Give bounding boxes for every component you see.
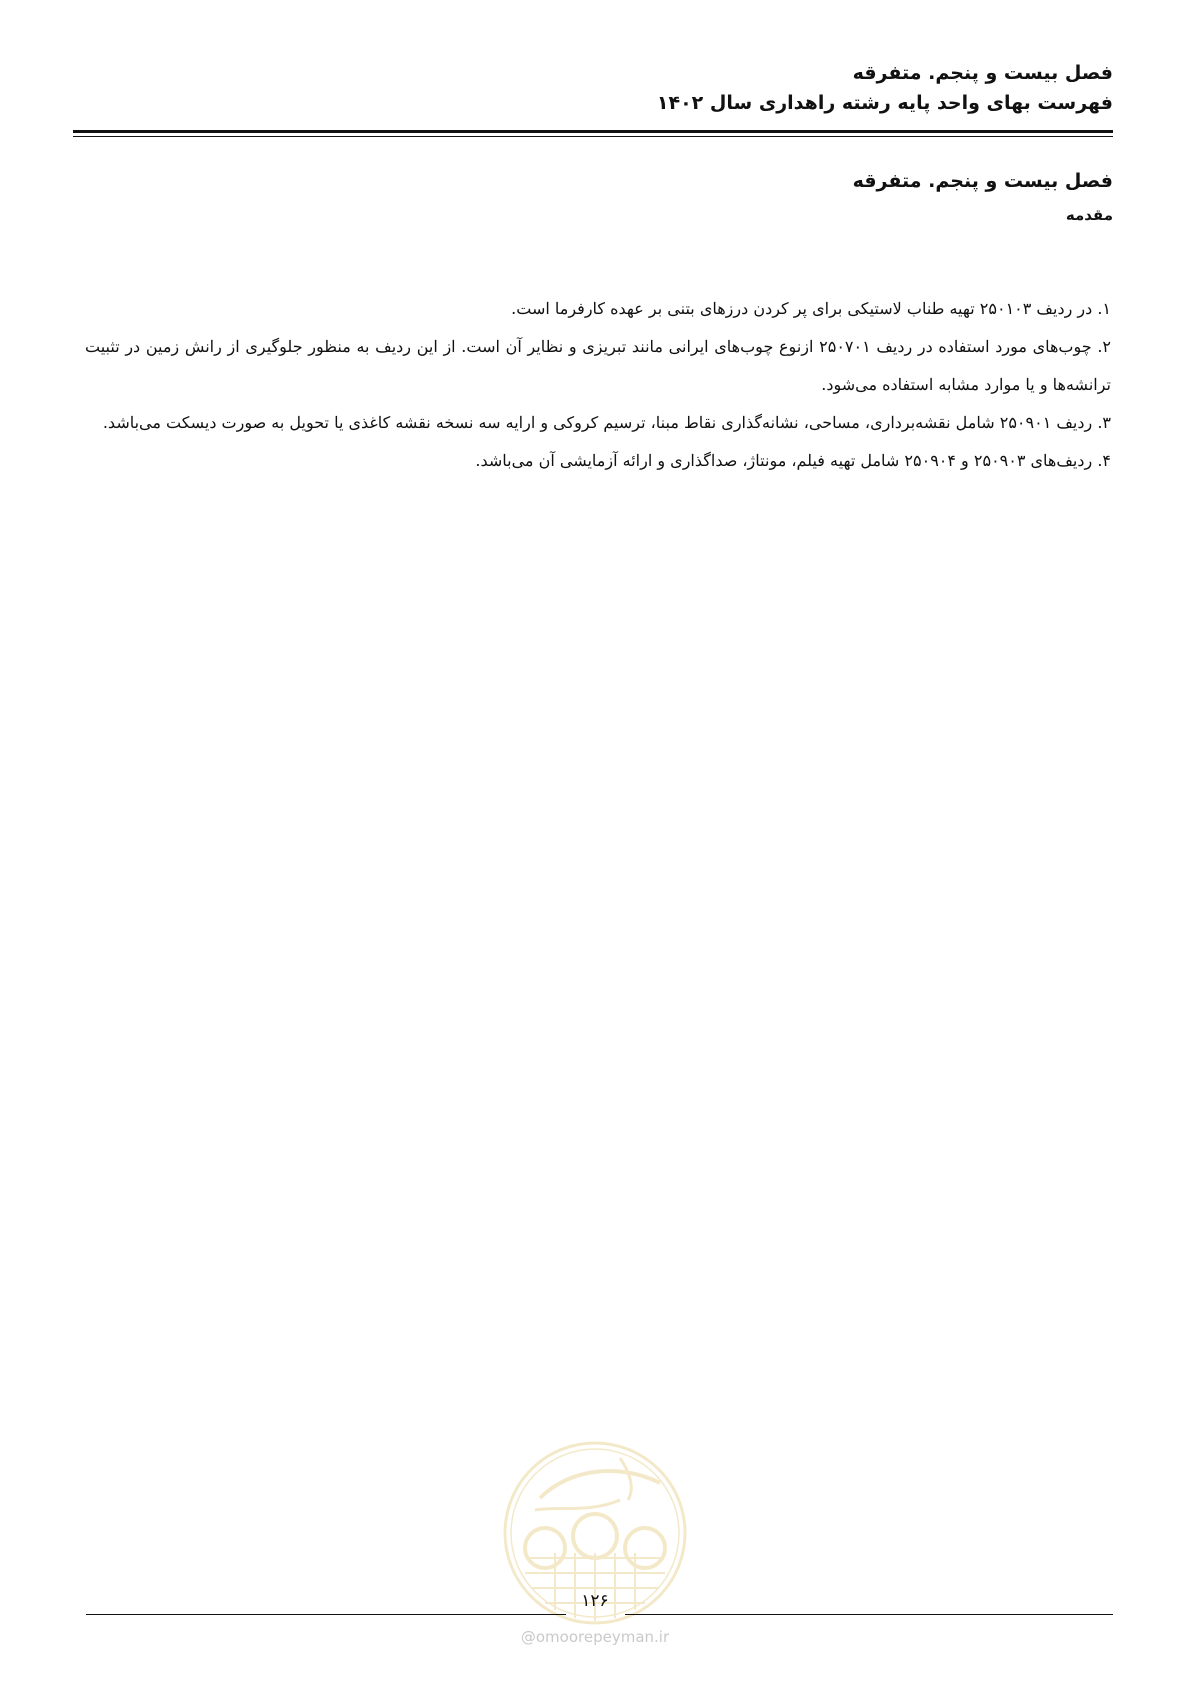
page-header: [73, 58, 1113, 118]
header-rule: [73, 130, 1113, 133]
section-subtitle: مقدمه: [1065, 206, 1113, 224]
footer-rule-right: [625, 1614, 1113, 1615]
header-rule-thin: [73, 136, 1113, 137]
header-chapter-title: فصل بیست و پنجم. متفرقه: [852, 62, 1113, 84]
watermark-url: @omoorepeyman.ir: [520, 1628, 670, 1646]
paragraph-4: ۴. ردیف‌های ۲۵۰۹۰۳ و ۲۵۰۹۰۴ شامل تهیه فیلم، مونتاژ، صداگذاری و ارائه آزمایشی آن می‌باشد.: [475, 451, 1111, 470]
header-document-title: فهرست بهای واحد پایه رشته راهداری سال ۱۴۰۲: [656, 92, 1113, 114]
intro-body: [85, 290, 1111, 480]
section-title: فصل بیست و پنجم. متفرقه: [852, 170, 1113, 192]
paragraph-1: ۱. در ردیف ۲۵۰۱۰۳ تهیه طناب لاستیکی برای پر کردن درزهای بتنی بر عهده کارفرما است.: [511, 299, 1111, 318]
footer-rule-left: [86, 1614, 566, 1615]
paragraph-2: ۲. چوب‌های مورد استفاده در ردیف ۲۵۰۷۰۱ ازنوع چوب‌های ایرانی مانند تبریزی و نظایر آن است. از این ردیف به منظور جلوگیری از رانش زمین در تثبیت ترانشه‌ها و یا موارد مشابه استفاده می‌شود.: [85, 337, 1112, 394]
paragraph-3: ۳. ردیف ۲۵۰۹۰۱ شامل نقشه‌برداری، مساحی، نشانه‌گذاری نقاط مبنا، ترسیم کروکی و ارایه سه نسخه نقشه کاغذی یا تحویل به صورت دیسکت می‌باشد.: [102, 413, 1111, 432]
page-number: ۱۲۶: [581, 1591, 609, 1611]
